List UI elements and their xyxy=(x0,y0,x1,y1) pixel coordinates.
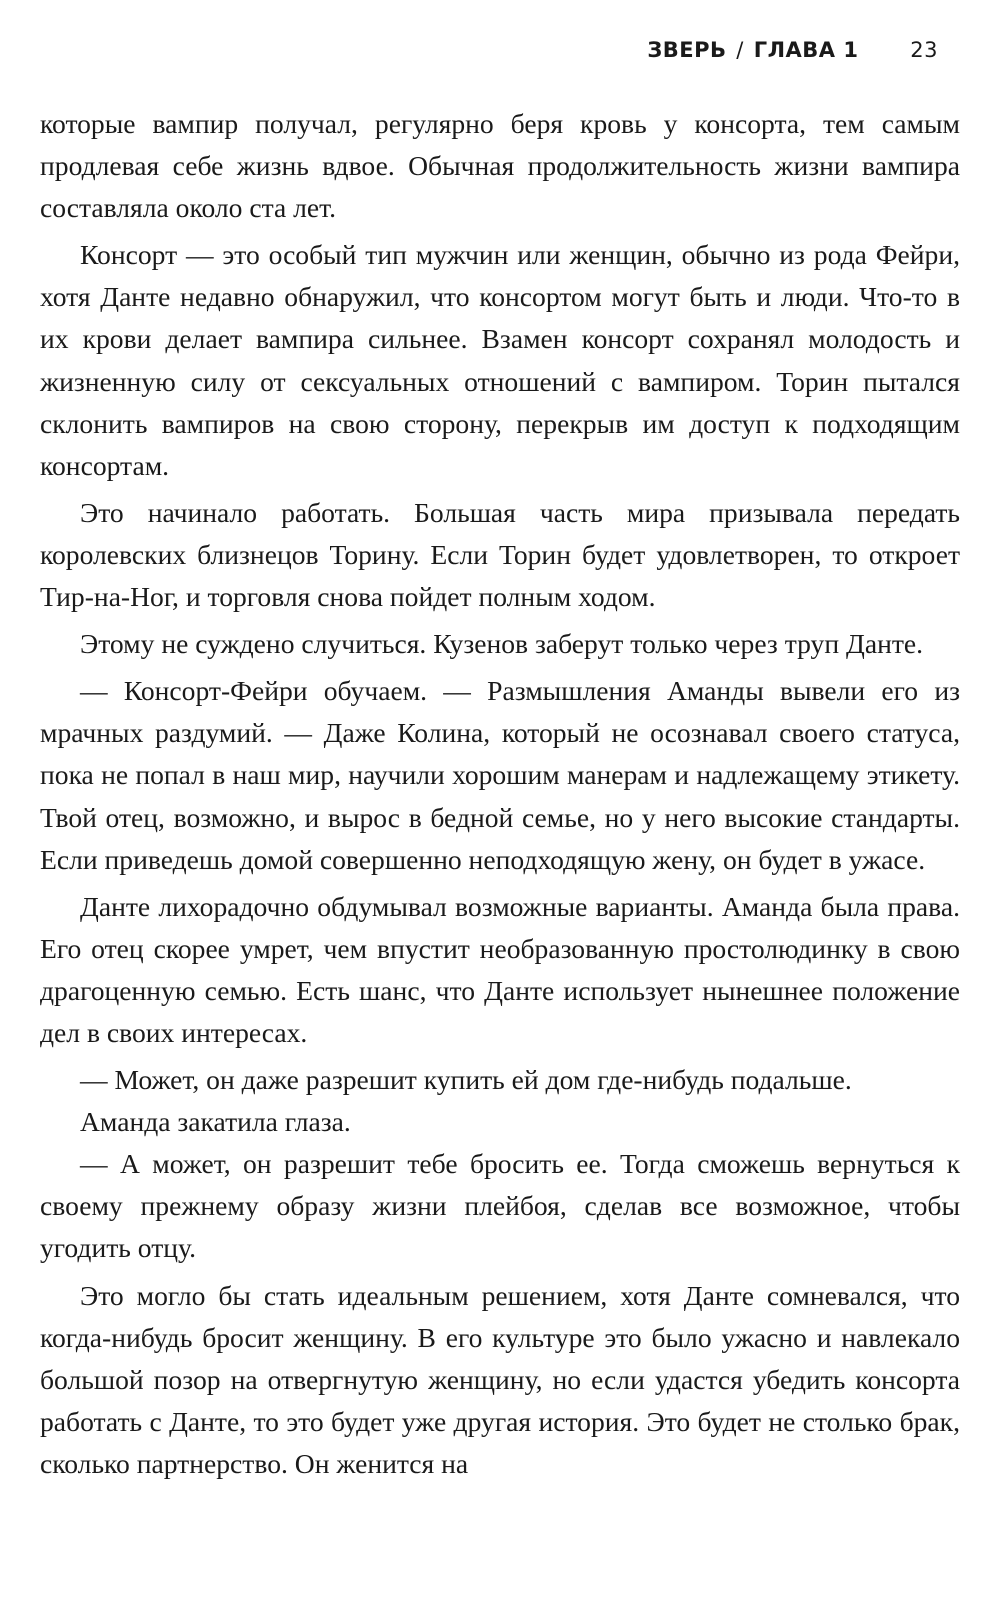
paragraph: — Может, он даже разрешит купить ей дом где-нибудь подальше. xyxy=(80,1064,852,1096)
paragraph: Это могло бы стать идеальным решением, хотя Данте сомневался, что когда-нибудь бросит женщину. В его культуре это было ужасно и навлекало большой позор на отвергнутую женщину, но если удастся убедить консорта работать с Данте, то это будет уже другая история. Это будет не столько брак, сколько партнерство. Он женится на xyxy=(40,1279,960,1479)
paragraph: Это начинало работать. Большая часть мира призывала передать королевских близнецов Торину. Если Торин будет удовлетворен, то откроет Тир-на-Ног, и торговля снова пойдет полным ходом. xyxy=(40,496,960,613)
paragraph: Аманда закатила глаза. xyxy=(80,1106,351,1138)
paragraph: — Консорт-Фейри обучаем. — Размышления Аманды вывели его из мрачных раздумий. — Даже Колина, который не осознавал своего статуса, пока не попал в наш мир, научили хорошим манерам и надлежащему этикету. Твой отец, возможно, и вырос в бедной семье, но у него высокие стандарты. Если приведешь домой совершенно неподходящую жену, он будет в ужасе. xyxy=(40,675,960,875)
paragraph: Консорт — это особый тип мужчин или женщин, обычно из рода Фейри, хотя Данте недавно обнаружил, что консортом могут быть и люди. Что-то в их крови делает вампира сильнее. Взамен консорт сохранял молодость и жизненную силу от сексуальных отношений с вампиром. Торин пытался склонить вампиров на свою сторону, перекрыв им доступ к подходящим консортам. xyxy=(40,239,960,481)
paragraph: которые вампир получал, регулярно беря кровь у консорта, тем самым продлевая себе жизнь вдвое. Обычная продолжительность жизни вампира составляла около ста лет. xyxy=(40,108,960,224)
body-text xyxy=(40,103,960,1485)
running-head-separator: / xyxy=(736,38,744,62)
paragraph: Данте лихорадочно обдумывал возможные варианты. Аманда была права. Его отец скорее умрет, чем впустит необразованную простолюдинку в свою драгоценную семью. Есть шанс, что Данте использует нынешнее положение дел в своих интересах. xyxy=(40,890,960,1048)
chapter-title: ГЛАВА 1 xyxy=(753,38,859,62)
book-title: ЗВЕРЬ xyxy=(647,38,727,62)
paragraph: — А может, он разрешит тебе бросить ее. Тогда сможешь вернуться к своему прежнему образу жизни плейбоя, сделав все возможное, чтобы угодить отцу. xyxy=(40,1148,960,1264)
page-number: 23 xyxy=(910,38,938,62)
paragraph: Этому не суждено случиться. Кузенов заберут только через труп Данте. xyxy=(80,628,924,660)
running-head xyxy=(647,38,938,62)
